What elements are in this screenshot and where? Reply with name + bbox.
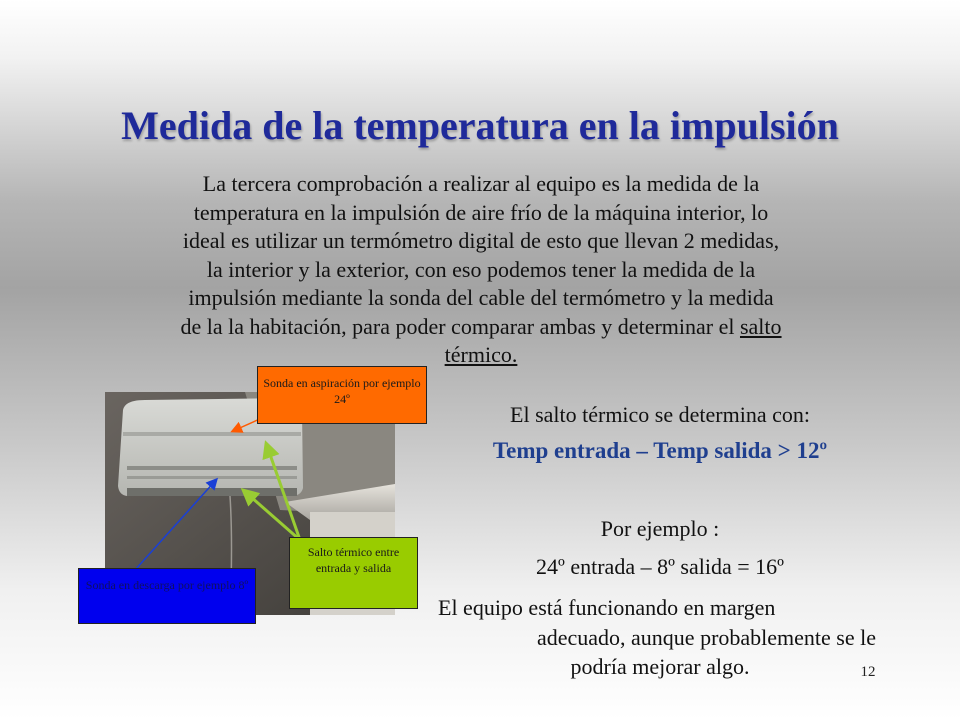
intro-line-3: ideal es utilizar un termómetro digital de esto que llevan 2 medidas, [182,228,780,253]
example-heading: Por ejemplo : [600,516,720,541]
intro-line-6: de la la habitación, para poder comparar ambas y determinar el [180,313,740,339]
intro-line-2: temperatura en la impulsión de aire frío de la máquina interior, lo [193,199,769,225]
termico-link[interactable]: térmico. [444,342,518,367]
intro-line-5: impulsión mediante la sonda del cable del termómetro y la medida [188,285,774,310]
conclusion-line-2: adecuado, aunque probablemente se le [536,624,876,650]
salto-link[interactable]: salto [739,313,782,339]
conclusion-line-1: El equipo está funcionando en margen [438,595,776,620]
conclusion-text [438,593,882,682]
formula-text: Temp entrada – Temp salida > 12º [492,438,828,463]
explanation-text: El salto térmico se determina con: [510,402,810,427]
conclusion-line-3: podría mejorar algo. [570,654,750,679]
intro-line-4: la interior y la exterior, con eso podemos tener la medida de la [206,256,756,282]
label-salto-termico: Salto térmico entre entrada y salida [289,537,418,609]
intro-line-1: La tercera comprobación a realizar al equipo es la medida de la [202,171,760,196]
example-calculation: 24º entrada – 8º salida = 16º [536,554,784,579]
label-aspiracion: Sonda en aspiración por ejemplo 24º [257,366,427,424]
intro-paragraph [110,170,852,370]
slide-title: Medida de la temperatura en la impulsión [121,103,839,148]
label-descarga: Sonda en descarga por ejemplo 8º [78,568,256,624]
page-number: 12 [860,664,876,680]
